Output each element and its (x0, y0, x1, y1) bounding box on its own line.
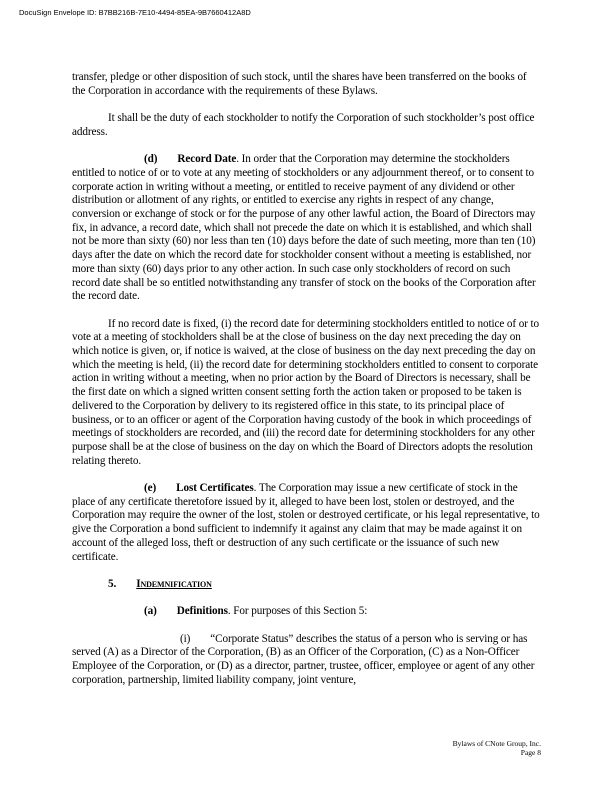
record-date-text: . In order that the Corporation may determine the stockholders entitled to notice of or to vote at any meeting of stockholders or any adjournment thereof, or to consent to corporate action in writing without a meeting, or entitled to receive payment of any dividend or other distribution or allotment of any rights, or entitled to exercise any rights in respect of any change, conversion or exchange of stock or for the purpose of any other lawful action, the Board of Directors may fix, in advance, a record date, which shall not precede the date on which it is established, and which shall not be more than sixty (60) nor less than ten (10) days before the date of such meeting, more than ten (10) days after the date on which the record date for stockholder consent without a meeting is established, nor more than sixty (60) days prior to any other action. In such case only stockholders of record on such record date shall be so entitled notwithstanding any transfer of stock on the books of the Corporation after the record date. (72, 153, 536, 303)
page-body (72, 71, 540, 701)
definitions-text: . For purposes of this Section 5: (227, 605, 368, 618)
record-date-paragraph (72, 153, 540, 304)
duty-paragraph: It shall be the duty of each stockholder to notify the Corporation of such stockholder’s post office address. (72, 112, 535, 138)
section-title: Indemnification (136, 577, 212, 590)
lost-certificates-text: . The Corporation may issue a new certificate of stock in the place of any certificate theretofore issued by it, alleged to have been lost, stolen or destroyed, and the Corporation may require the owner of the lost, stolen or destroyed certificate, or his legal representative, to give the Corporation a bond sufficient to indemnify it against any claim that may be made against it on account of the alleged loss, theft or destruction of any such certificate or the issuance of such new certificate. (72, 482, 540, 563)
page-footer (453, 739, 541, 757)
definitions-label: (a) (144, 605, 157, 618)
definitions-title: Definitions (176, 605, 228, 618)
record-date-title: Record Date (177, 153, 237, 166)
lost-certificates-label: (e) (144, 482, 157, 495)
docusign-envelope-id: DocuSign Envelope ID: B7BB216B-7E10-4494-85EA-9B7660412A8D (19, 8, 251, 17)
record-date-label: (d) (144, 153, 158, 166)
footer-page-number: Page 8 (520, 748, 541, 757)
lost-certificates-paragraph (72, 482, 540, 564)
section-5-heading (72, 578, 540, 592)
definitions-paragraph (72, 605, 540, 619)
corporate-status-label: (i) (180, 632, 191, 645)
continuation-paragraph: transfer, pledge or other disposition of such stock, until the shares have been transferred on the books of the Corporation in accordance with the requirements of these Bylaws. (72, 71, 527, 97)
lost-certificates-title: Lost Certificates (176, 482, 254, 495)
footer-doc-name: Bylaws of CNote Group, Inc. (452, 739, 541, 748)
corporate-status-paragraph (72, 633, 540, 688)
section-number: 5. (108, 577, 117, 590)
corporate-status-text: “Corporate Status” describes the status of a person who is serving or has served (A) as a Director of the Corporation, (B) as an Officer of the Corporation, (C) as a Non-Officer Employee of the Corporation, or (D) as a director, partner, trustee, officer, employee or agent of any other corporation, partnership, limited liability company, joint venture, (72, 632, 535, 686)
no-record-date-paragraph: If no record date is fixed, (i) the record date for determining stockholders entitled to notice of or to vote at a meeting of stockholders shall be at the close of business on the day next preceding the day on which notice is given, or, if notice is waived, at the close of business on the day next preceding the day on which the meeting is held, (ii) the record date for determining stockholders entitled to consent to corporate action in writing without a meeting, when no prior action by the Board of Directors is necessary, shall be the first date on which a signed written consent setting forth the action taken or proposed to be taken is delivered to the Corporation by delivery to its registered office in this state, to its principal place of business, or to an officer or agent of the Corporation having custody of the book in which proceedings of meetings of stockholders are recorded, and (iii) the record date for determining stockholders for any other purpose shall be at the close of business on the day on which the Board of Directors adopts the resolution relating thereto. (72, 317, 540, 467)
